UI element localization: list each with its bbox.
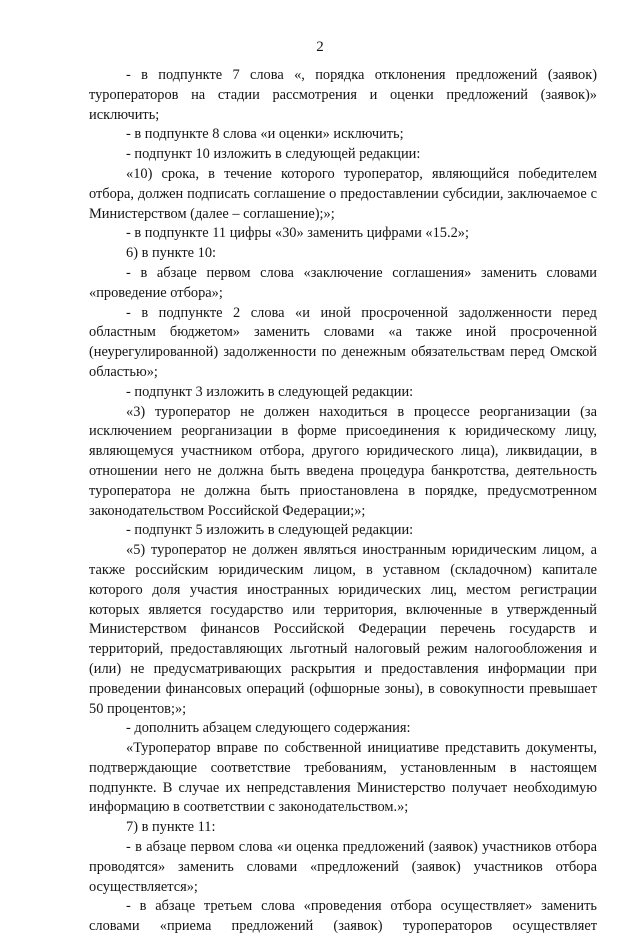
- paragraph-subitem-10-intro: - подпункт 10 изложить в следующей редакции:: [126, 146, 421, 163]
- document-body: [89, 66, 597, 937]
- paragraph-item-10-first: - в абзаце первом слова «заключение соглашения» заменить словами «проведение отбора»;: [89, 264, 597, 301]
- paragraph-item-10-sub-3-text: «3) туроператор не должен находиться в процессе реорганизации (за исключением реорганизации в форме присоединения к юридическому лицу, являющемуся участником отбора, другого юридического лица), ликвидации, в отношении него не должна быть введена процедура банкротства, деятельность туроператора не должна быть приостановлена в порядке, предусмотренном законодательством Российской Федерации;»;: [89, 403, 597, 519]
- paragraph-add-intro: - дополнить абзацем следующего содержания:: [126, 720, 411, 737]
- paragraph-item-10-sub-3-intro: - подпункт 3 изложить в следующей редакции:: [126, 383, 414, 400]
- paragraph-item-11-heading: 7) в пункте 11:: [126, 819, 216, 836]
- paragraph-subitem-7: - в подпункте 7 слова «, порядка отклонения предложений (заявок) туроператоров на стадии рассмотрения и оценки предложений (заявок)» исключить;: [89, 67, 597, 123]
- paragraph-item-10-sub-5-text: «5) туроператор не должен являться иностранным юридическим лицом, а также российским юридическим лицом, в уставном (складочном) капитале которого доля участия иностранных юридических лиц, местом регистрации которых является государство или территория, включенные в утвержденный Министерством финансов Российской Федерации перечень государств и территорий, предоставляющих льготный налоговый режим налогообложения и (или) не предусматривающих раскрытия и предоставления информации при проведении финансовых операций (офшорные зоны), в совокупности превышает 50 процентов;»;: [89, 542, 597, 717]
- paragraph-subitem-11: - в подпункте 11 цифры «30» заменить цифрами «15.2»;: [126, 225, 469, 242]
- paragraph-subitem-8: - в подпункте 8 слова «и оценки» исключить;: [126, 126, 404, 143]
- paragraph-item-10-heading: 6) в пункте 10:: [126, 245, 217, 262]
- paragraph-item-10-sub-5-intro: - подпункт 5 изложить в следующей редакции:: [126, 522, 414, 539]
- paragraph-subitem-10-text: «10) срока, в течение которого туроператор, являющийся победителем отбора, должен подписать соглашение о предоставлении субсидии, заключаемое с Министерством (далее – соглашение);»;: [89, 165, 597, 222]
- page-number: 2: [316, 39, 324, 55]
- paragraph-item-10-sub-2: - в подпункте 2 слова «и иной просроченной задолженности перед областным бюджетом» заменить словами «а также иной просроченной (неурегулированной) задолженности по денежным обязательствам перед Омской областью»;: [89, 304, 597, 380]
- paragraph-item-11-first: - в абзаце первом слова «и оценка предложений (заявок) участников отбора проводятся» заменить словами «предложений (заявок) участников отбора осуществляется»;: [89, 839, 597, 895]
- paragraph-item-11-third: - в абзаце третьем слова «проведения отбора осуществляет» заменить словами «приема предложений (заявок) туроператоров осуществляет: [89, 898, 597, 935]
- paragraph-add-text: «Туроператор вправе по собственной инициативе представить документы, подтверждающие соответствие требованиям, установленным в настоящем подпункте. В случае их непредставления Министерство получает необходимую информацию в соответствии с законодательством.»;: [89, 740, 597, 816]
